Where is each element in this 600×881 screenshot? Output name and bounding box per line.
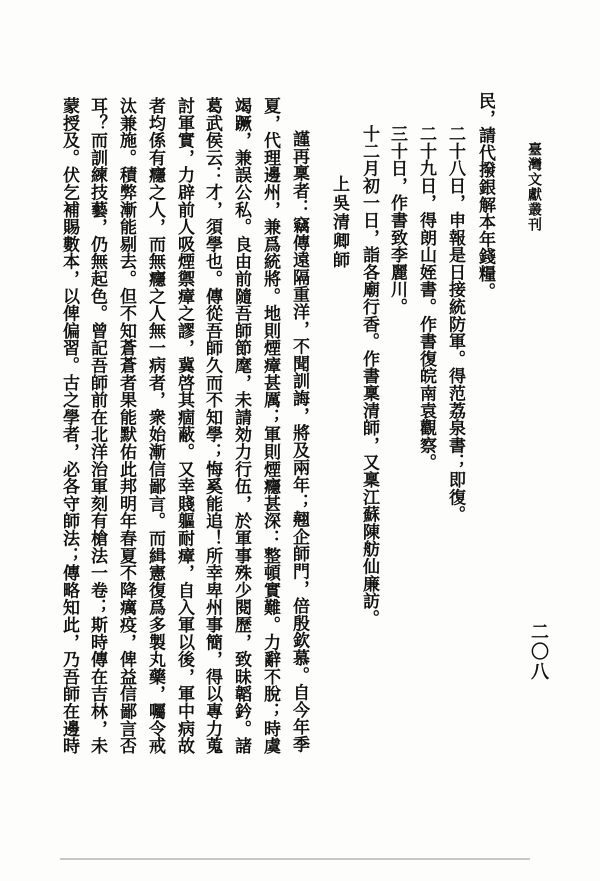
page-bottom-edge xyxy=(60,858,530,860)
letter-line: 謹再稟者：竊傳遠隔重洋，不聞訓誨，將及兩年；翹企師門，倍殷欽慕。自今年季 xyxy=(289,130,309,753)
letter-line: 葛武侯云：才，須學也。傳從吾師久而不知學；悔奚能追！所幸卑州事簡，得以專力蒐 xyxy=(202,97,222,755)
diary-line: 三十日，作書致李麗川。 xyxy=(387,125,407,316)
diary-line: 二十八日，申報是日接統防軍。得范荔泉書；即復。 xyxy=(445,125,465,523)
letter-line: 竭蹶，兼誤公私。良由前隨吾師節麾，未請効力行伍，於軍事殊少閱歷，致昧韜鈐。諸 xyxy=(231,97,251,755)
letter-line: 者均係有癮之人，而無癮之人無一病者，衆始漸信鄙言。而緝憲復爲多製丸藥，囑令戒 xyxy=(145,97,165,755)
diary-line: 十二月初一日，詣各廟行香。作書稟清師，又稟江蘇陳舫仙廉訪。 xyxy=(359,125,379,627)
letter-line: 夏，代理邊州，兼爲統將。地則煙瘴甚厲；軍則煙癮甚深：整頓實難。力辭不脫；時虞 xyxy=(260,97,280,755)
page-number: 二〇八 xyxy=(528,622,549,682)
diary-line: 民，請代撥銀解本年錢糧。 xyxy=(475,92,495,300)
running-title: 臺灣文獻叢刊 xyxy=(526,142,542,232)
letter-line: 討軍實，力辟前人吸煙禦瘴之謬，冀啓其痼蔽。又幸賤軀耐瘴，自入軍以後，軍中病故 xyxy=(174,97,194,755)
diary-line: 二十九日，得朗山姪書。作書復皖南袁觀察。 xyxy=(416,125,436,471)
letter-heading: 上吳清卿師 xyxy=(329,175,349,270)
letter-line: 汰兼施。積弊漸能剔去。但不知蒼蒼者果能默佑此邦明年春夏不降癘疫，俾益信鄙言否 xyxy=(116,97,136,755)
letter-line: 耳？而訓練技藝，仍無起色。曾記吾師前在北洋治軍刻有槍法一卷；斯時傳在吉林，未 xyxy=(87,97,107,755)
letter-line: 蒙授及。伏乞補賜數本，以俾偏習。古之學者，必各守師法；傳略知此，乃吾師在邊時 xyxy=(59,97,79,755)
